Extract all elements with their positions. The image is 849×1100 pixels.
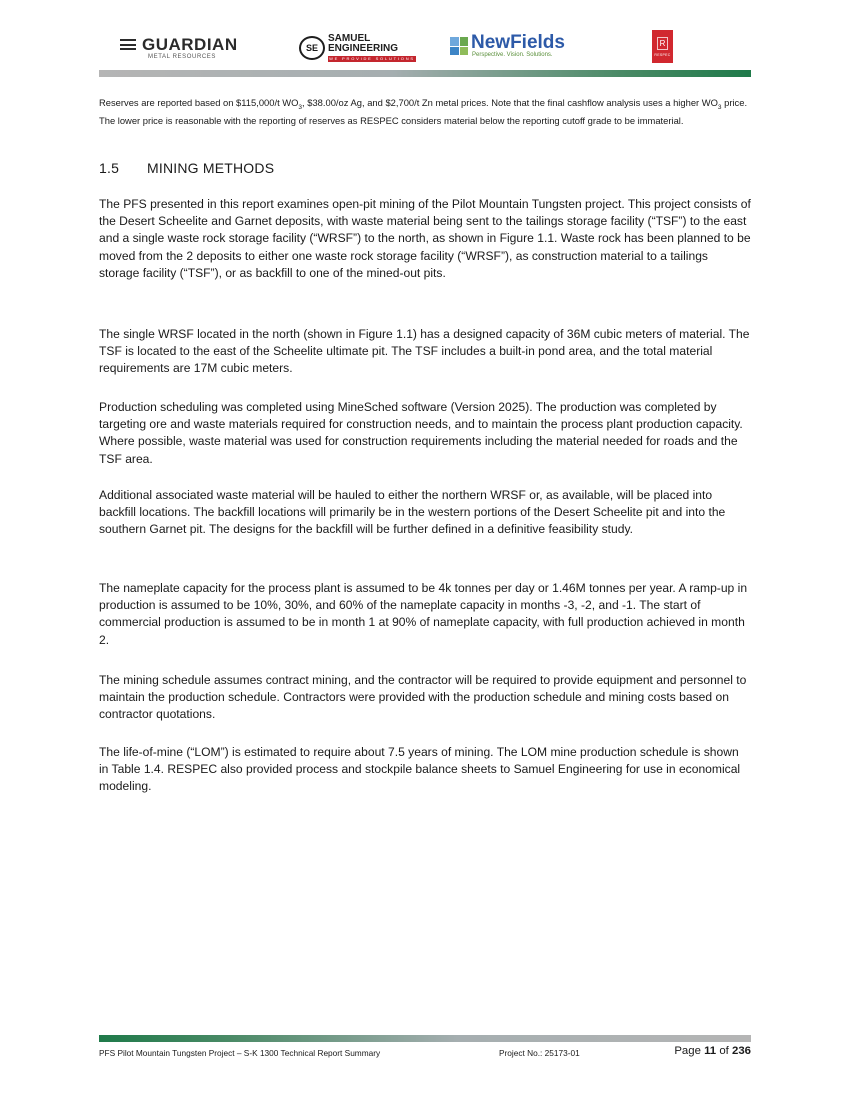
footer-report-title: PFS Pilot Mountain Tungsten Project – S-K 1300 Technical Report Summary xyxy=(99,1048,381,1058)
samuel-line2: ENGINEERING xyxy=(328,43,399,54)
respec-logo xyxy=(652,30,673,63)
section-heading xyxy=(99,160,274,176)
footer-project-number: Project No.: 25173-01 xyxy=(499,1048,580,1058)
paragraph: The life-of-mine (“LOM”) is estimated to require about 7.5 years of mining. The LOM mine production schedule is shown in Table 1.4. RESPEC also provided process and stockpile balance sheets to Samuel Engineering for use in economical modeling. xyxy=(99,745,741,794)
paragraph: Production scheduling was completed using MineSched software (Version 2025). The production was completed by targeting ore and waste materials required for construction needs, and to maintain the process plant production capacity. Where possible, waste material was used for construction requirements including the material needed for roads and the TSF area. xyxy=(99,400,743,466)
page-word: Page xyxy=(674,1045,701,1057)
page-footer xyxy=(99,1045,751,1061)
paragraph: The mining schedule assumes contract mining, and the contractor will be required to provide equipment and personnel to maintain the production schedule. Contractors were provided with the production schedule and mining costs based on contractor quotations. xyxy=(99,673,747,722)
page-of: of xyxy=(719,1045,729,1057)
paragraph: The nameplate capacity for the process plant is assumed to be 4k tonnes per day or 1.46M tonnes per year. A ramp-up in production is assumed to be 10%, 30%, and 60% of the nameplate capacity in months -3, -2, and -1. The start of commercial production is assumed to be in month 1 at 90% of nameplate capacity, with full production achieved in month 2. xyxy=(99,581,748,647)
paragraph: The PFS presented in this report examines open-pit mining of the Pilot Mountain Tungsten project. This project consists of the Desert Scheelite and Garnet deposits, with waste material being sent to the tailings storage facility (“TSF”) to the east and a single waste rock storage facility (“WRSF”) to the north, as shown in Figure 1.1. Waste rock has been planned to be moved from the 2 deposits to either one waste rock storage facility (“WRSF”), as construction material to a tailings storage facility (“TSF”), or as backfill to one of the mined-out pits. xyxy=(99,197,751,280)
guardian-subtitle: METAL RESOURCES xyxy=(148,54,217,60)
respec-name: RESPEC xyxy=(654,52,671,57)
guardian-name: GUARDIAN xyxy=(142,35,238,54)
newfields-name: NewFields xyxy=(471,32,565,53)
note-text-3: price. The lower price is reasonable with the reporting of reserves as RESPEC considers material below the reporting cutoff grade to be immaterial. xyxy=(99,97,748,127)
note-text-2: , $38.00/oz Ag, and $2,700/t Zn metal prices. Note that the final cashflow analysis uses a higher WO xyxy=(302,97,718,108)
page-header xyxy=(99,30,751,74)
header-divider xyxy=(99,70,751,77)
newfields-logo xyxy=(450,34,565,58)
paragraph: The single WRSF located in the north (shown in Figure 1.1) has a designed capacity of 36M cubic meters of material. The TSF is located to the east of the Scheelite ultimate pit. The TSF includes a built-in pond area, and the total material requirements are 17M cubic meters. xyxy=(99,327,750,376)
guardian-mark-icon xyxy=(120,39,136,50)
respec-mark-icon: R xyxy=(657,37,668,50)
page-current: 11 xyxy=(704,1045,717,1057)
samuel-engineering-logo xyxy=(299,34,416,62)
newfields-squares-icon xyxy=(450,37,468,55)
section-number: 1.5 xyxy=(99,160,120,176)
page-total: 236 xyxy=(731,1045,751,1057)
se-badge-icon: SE xyxy=(299,36,325,60)
reserves-note xyxy=(99,96,751,127)
page-number xyxy=(674,1045,751,1057)
paragraph: Additional associated waste material will be hauled to either the northern WRSF or, as available, will be placed into backfill locations. The backfill locations will primarily be in the western portions of the Desert Scheelite pit and into the southern Garnet pit. The designs for the backfill will be further defined in a definitive feasibility study. xyxy=(99,488,726,537)
guardian-logo xyxy=(120,36,238,60)
footer-divider xyxy=(99,1035,751,1042)
section-title: MINING METHODS xyxy=(147,160,275,176)
samuel-tagline: WE PROVIDE SOLUTIONS xyxy=(329,56,415,61)
samuel-line1: SAMUEL xyxy=(328,33,371,44)
note-subscript-2: 3 xyxy=(717,103,722,111)
newfields-tagline: Perspective. Vision. Solutions. xyxy=(472,52,553,58)
note-subscript-1: 3 xyxy=(298,103,303,111)
note-text-1: Reserves are reported based on $115,000/t WO xyxy=(99,97,299,108)
